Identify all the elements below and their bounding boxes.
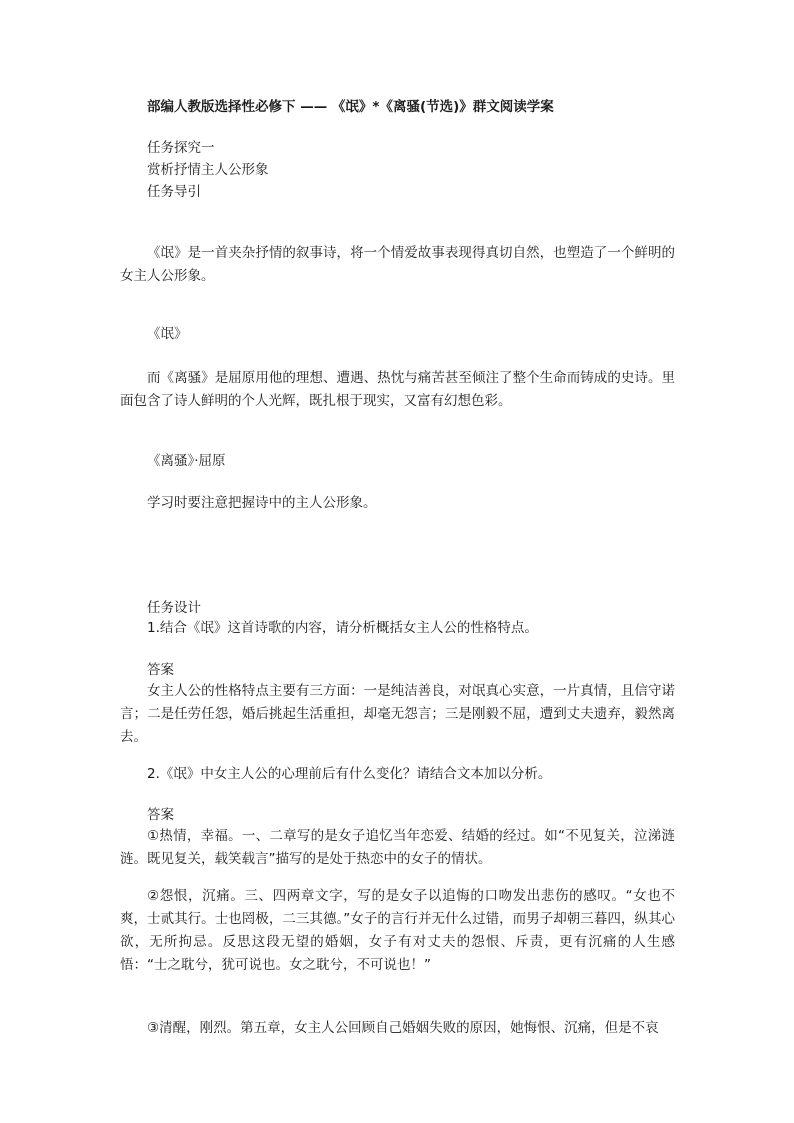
task-design-heading: 任务设计 bbox=[147, 600, 201, 616]
lisao-label: 《离骚》·屈原 bbox=[147, 453, 226, 469]
intro-paragraph: 《氓》是一首夹杂抒情的叙事诗，将一个情爱故事表现得真切自然，也塑造了一个鲜明的女主人公形象。 bbox=[120, 245, 675, 284]
document-title: 部编人教版选择性必修下 —— 《氓》*《离骚(节选)》群文阅读学案 bbox=[147, 99, 554, 115]
task-explore-heading: 任务探究一 bbox=[147, 140, 215, 156]
answer-1: 女主人公的性格特点主要有三方面：一是纯洁善良，对氓真心实意，一片真情，且信守诺言；二是任劳任怨，婚后挑起生活重担，却毫无怨言；三是刚毅不屈，遭到丈夫遗弃，毅然离去。 bbox=[120, 683, 675, 745]
study-note: 学习时要注意把握诗中的主人公形象。 bbox=[147, 495, 377, 511]
answer-label-1: 答案 bbox=[147, 662, 174, 678]
answer-2-part-2: ②怨恨，沉痛。三、四两章文字，写的是女子以追悔的口吻发出悲伤的感叹。“女也不爽，士贰其行。士也罔极，二三其德。”女子的言行并无什么过错，而男子却朝三暮四，纵其心欲，无所拘忌。反思这段无望的婚姻，女子有对丈夫的怨恨、斥责，更有沉痛的人生感悟：“士之耽兮，犹可说也。女之耽兮，不可说也！” bbox=[120, 888, 675, 973]
mang-label: 《氓》 bbox=[147, 326, 188, 342]
answer-2-part-3: ③清醒，刚烈。第五章，女主人公回顾自己婚姻失败的原因，她悔恨、沉痛，但是不哀 bbox=[147, 1020, 659, 1036]
answer-label-2: 答案 bbox=[147, 807, 174, 823]
task-guide-heading: 任务导引 bbox=[147, 184, 201, 200]
task-explore-subtitle: 赏析抒情主人公形象 bbox=[147, 162, 269, 178]
answer-2-part-1: ①热情，幸福。一、二章写的是女子追忆当年恋爱、结婚的经过。如“不见复关，泣涕涟涟。既见复关，载笑载言”描写的是处于热恋中的女子的情状。 bbox=[120, 828, 675, 867]
question-2: 2.《氓》中女主人公的心理前后有什么变化？请结合文本加以分析。 bbox=[147, 766, 552, 782]
lisao-paragraph: 而《离骚》是屈原用他的理想、遭遇、热忱与痛苦甚至倾注了整个生命而铸成的史诗。里面包含了诗人鲜明的个人光辉，既扎根于现实，又富有幻想色彩。 bbox=[120, 370, 675, 409]
question-1: 1.结合《氓》这首诗歌的内容，请分析概括女主人公的性格特点。 bbox=[147, 620, 538, 636]
